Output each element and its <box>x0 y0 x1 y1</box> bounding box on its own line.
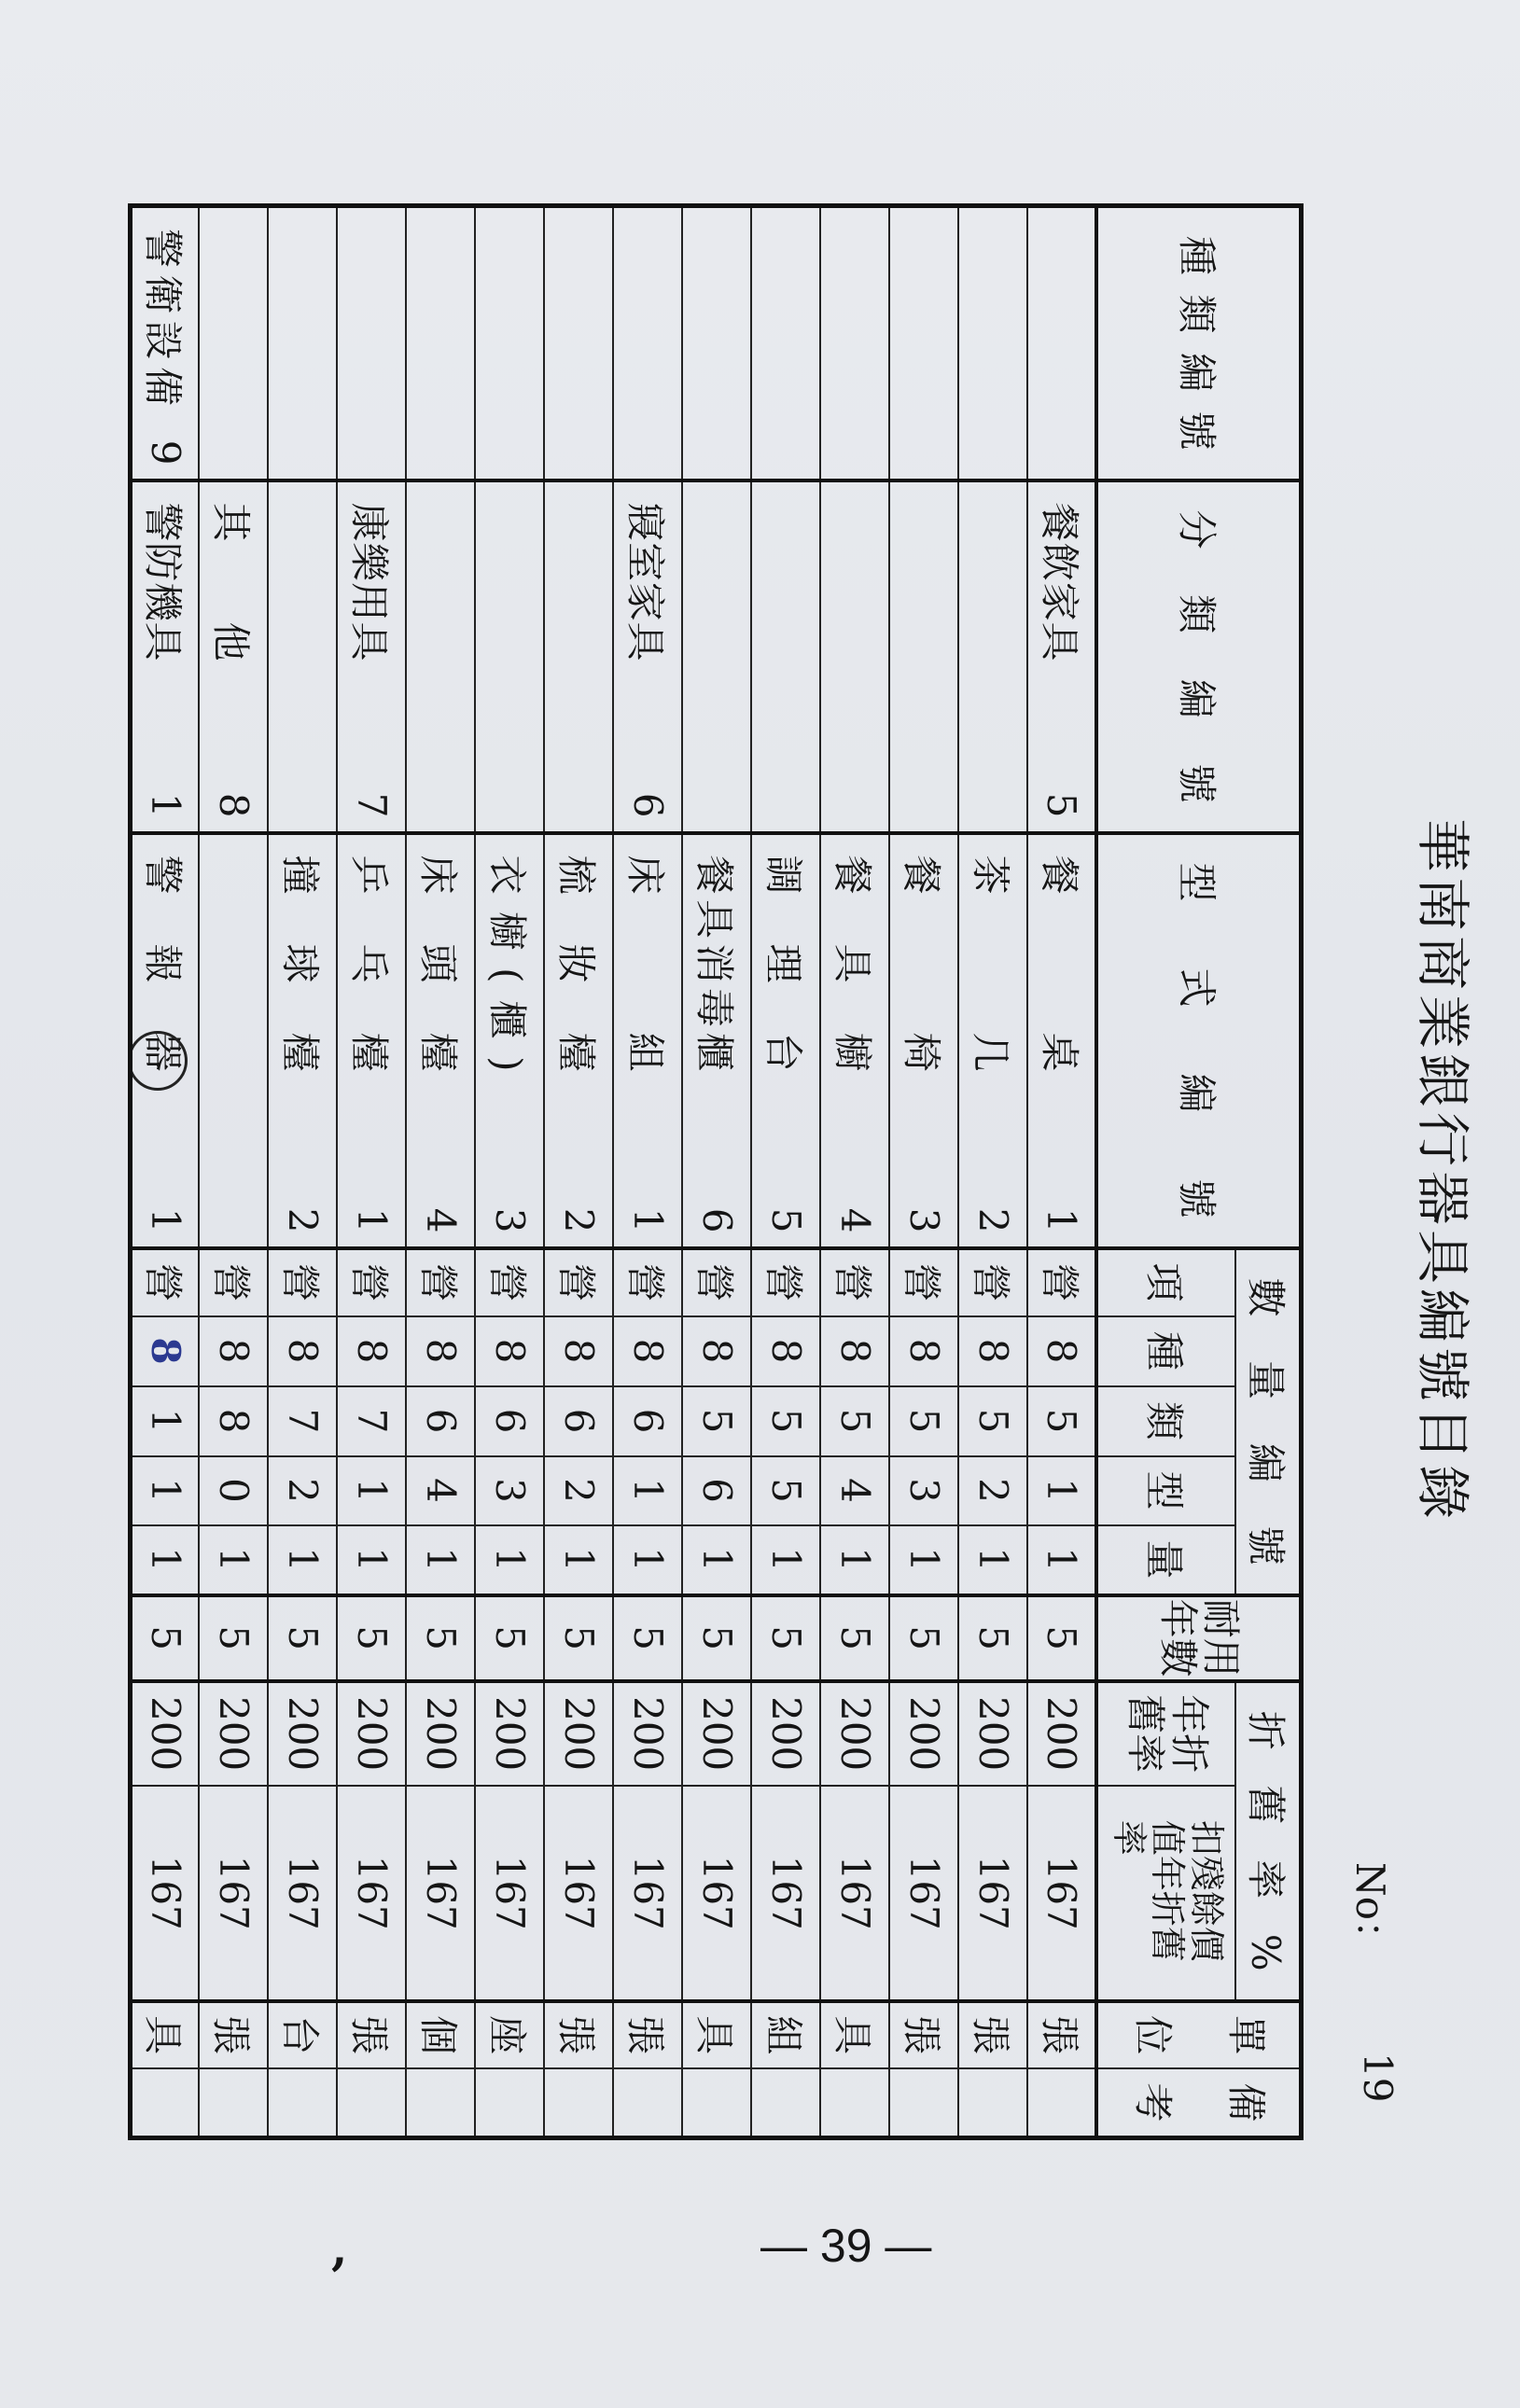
qty-item-cell: 營 <box>338 1248 407 1316</box>
type-cell <box>1028 833 1097 1248</box>
type-name: 乒 乓 檯 <box>346 855 393 1072</box>
type-code: 4 <box>832 1207 878 1233</box>
qty-cat-cell: 6 <box>545 1386 614 1456</box>
qty-item-cell: 營 <box>1028 1248 1097 1316</box>
depreciation-rate-cell: 200 <box>890 1681 959 1786</box>
remark-cell <box>269 2068 338 2138</box>
unit-cell: 張 <box>614 2001 683 2068</box>
remark-cell <box>821 2068 890 2138</box>
type-content <box>482 835 538 1246</box>
depreciation-rate-cell: 200 <box>959 1681 1028 1786</box>
header-type-no: 型 式 編 號 <box>1097 833 1302 1248</box>
type-name: 警 報 器 <box>140 855 187 1072</box>
kind-cell <box>545 206 614 480</box>
qty-cat-cell: 6 <box>614 1386 683 1456</box>
depreciation-rate-cell: 200 <box>821 1681 890 1786</box>
category-code: 6 <box>625 792 671 818</box>
net-depreciation-rate-cell: 167 <box>752 1786 821 2001</box>
life-years-cell: 5 <box>752 1595 821 1681</box>
qty-type-cell: 3 <box>476 1456 545 1525</box>
unit-cell: 張 <box>959 2001 1028 2068</box>
qty-type-cell: 3 <box>890 1456 959 1525</box>
kind-cell <box>1028 206 1097 480</box>
table-row <box>407 206 476 2138</box>
category-content <box>344 482 400 831</box>
type-code: 5 <box>763 1207 809 1233</box>
net-depreciation-rate-cell: 167 <box>476 1786 545 2001</box>
type-code: 6 <box>694 1207 740 1233</box>
table-row <box>269 206 338 2138</box>
qty-item-cell: 營 <box>683 1248 752 1316</box>
type-content <box>275 835 331 1246</box>
header-rate-net: 扣殘餘價值年折舊率 <box>1097 1786 1236 2001</box>
qty-cat-cell: 5 <box>752 1386 821 1456</box>
header-qty-type: 型 <box>1097 1456 1236 1525</box>
qty-count-cell: 1 <box>752 1525 821 1595</box>
table-row <box>200 206 269 2138</box>
type-name: 撞 球 檯 <box>277 855 324 1072</box>
type-cell <box>407 833 476 1248</box>
unit-cell: 具 <box>821 2001 890 2068</box>
type-cell <box>959 833 1028 1248</box>
remark-cell <box>752 2068 821 2138</box>
type-name: 餐 具 櫥 <box>830 855 876 1072</box>
category-code: 7 <box>349 792 395 818</box>
qty-count-cell: 1 <box>338 1525 407 1595</box>
type-content <box>551 835 607 1246</box>
category-code: 5 <box>1039 792 1085 818</box>
type-name: 餐 椅 <box>899 855 945 1072</box>
table-row <box>476 206 545 2138</box>
type-code: 1 <box>349 1207 395 1233</box>
qty-cat-cell: 7 <box>338 1386 407 1456</box>
life-years-cell: 5 <box>614 1595 683 1681</box>
type-code: 2 <box>556 1207 602 1233</box>
remark-cell <box>959 2068 1028 2138</box>
category-content <box>137 482 193 831</box>
qty-kind-cell: 8 <box>476 1316 545 1386</box>
category-name: 寢室家具 <box>622 502 669 661</box>
kind-cell <box>476 206 545 480</box>
type-name: 餐具消毒櫃 <box>691 855 738 1072</box>
qty-item-cell: 營 <box>407 1248 476 1316</box>
qty-type-cell: 1 <box>614 1456 683 1525</box>
kind-cell <box>614 206 683 480</box>
kind-cell <box>821 206 890 480</box>
type-name: 餐 桌 <box>1037 855 1082 1072</box>
category-cell <box>476 480 545 833</box>
net-depreciation-rate-cell: 167 <box>545 1786 614 2001</box>
life-years-cell: 5 <box>269 1595 338 1681</box>
kind-name: 警衛設備 <box>140 229 187 406</box>
qty-item-cell: 營 <box>752 1248 821 1316</box>
remark-cell <box>476 2068 545 2138</box>
category-name: 警防機具 <box>140 502 187 661</box>
unit-cell: 具 <box>683 2001 752 2068</box>
net-depreciation-rate-cell: 167 <box>131 1786 200 2001</box>
type-name: 調 理 台 <box>760 855 807 1072</box>
type-cell <box>821 833 890 1248</box>
qty-cat-cell: 5 <box>959 1386 1028 1456</box>
qty-type-cell: 5 <box>752 1456 821 1525</box>
type-cell <box>338 833 407 1248</box>
sheet-number-label: No： <box>1347 1862 1393 1960</box>
unit-cell: 張 <box>545 2001 614 2068</box>
net-depreciation-rate-cell: 167 <box>338 1786 407 2001</box>
depreciation-rate-cell: 200 <box>545 1681 614 1786</box>
category-cell <box>338 480 407 833</box>
type-name: 梳 妝 檯 <box>553 855 600 1072</box>
category-code: 1 <box>142 792 188 818</box>
qty-count-cell: 1 <box>959 1525 1028 1595</box>
type-name: 茶 几 <box>968 855 1014 1072</box>
qty-cat-cell: 6 <box>476 1386 545 1456</box>
type-content <box>897 835 953 1246</box>
qty-count-cell: 1 <box>407 1525 476 1595</box>
type-code: 1 <box>1039 1207 1085 1233</box>
qty-item-cell: 營 <box>131 1248 200 1316</box>
category-cell <box>890 480 959 833</box>
kind-cell <box>683 206 752 480</box>
kind-code: 9 <box>142 439 188 466</box>
kind-cell <box>959 206 1028 480</box>
net-depreciation-rate-cell: 167 <box>821 1786 890 2001</box>
type-content <box>966 835 1022 1246</box>
type-content <box>690 835 746 1246</box>
unit-cell: 具 <box>131 2001 200 2068</box>
qty-type-cell: 2 <box>269 1456 338 1525</box>
type-content <box>828 835 884 1246</box>
table-row <box>545 206 614 2138</box>
qty-cat-cell: 5 <box>890 1386 959 1456</box>
equipment-code-table <box>128 203 1304 2140</box>
type-code: 3 <box>901 1207 947 1233</box>
qty-type-cell: 2 <box>545 1456 614 1525</box>
header-life: 耐用年數 <box>1097 1595 1302 1681</box>
category-content <box>206 482 262 831</box>
unit-cell: 台 <box>269 2001 338 2068</box>
qty-item-cell: 營 <box>269 1248 338 1316</box>
category-cell <box>821 480 890 833</box>
kind-cell <box>752 206 821 480</box>
net-depreciation-rate-cell: 167 <box>890 1786 959 2001</box>
depreciation-rate-cell: 200 <box>338 1681 407 1786</box>
qty-count-cell: 1 <box>890 1525 959 1595</box>
life-years-cell: 5 <box>1028 1595 1097 1681</box>
qty-count-cell: 1 <box>545 1525 614 1595</box>
category-cell <box>200 480 269 833</box>
qty-kind-cell: 8 <box>890 1316 959 1386</box>
net-depreciation-rate-cell: 167 <box>614 1786 683 2001</box>
type-name: 床 頭 檯 <box>415 855 462 1072</box>
table-row <box>683 206 752 2138</box>
header-rate-year: 年折舊率 <box>1097 1681 1236 1786</box>
qty-item-cell: 營 <box>890 1248 959 1316</box>
qty-type-cell: 1 <box>1028 1456 1097 1525</box>
type-cell <box>683 833 752 1248</box>
type-content <box>344 835 400 1246</box>
unit-cell: 張 <box>1028 2001 1097 2068</box>
table-row <box>752 206 821 2138</box>
qty-kind-cell: 8 <box>338 1316 407 1386</box>
remark-cell <box>890 2068 959 2138</box>
header-qty-kind: 種 <box>1097 1316 1236 1386</box>
qty-item-cell: 營 <box>821 1248 890 1316</box>
qty-cat-cell: 5 <box>821 1386 890 1456</box>
type-content <box>1034 835 1090 1246</box>
category-cell <box>1028 480 1097 833</box>
qty-count-cell: 1 <box>683 1525 752 1595</box>
net-depreciation-rate-cell: 167 <box>959 1786 1028 2001</box>
life-years-cell: 5 <box>821 1595 890 1681</box>
kind-cell <box>338 206 407 480</box>
category-cell <box>131 480 200 833</box>
qty-kind-cell: 8 <box>614 1316 683 1386</box>
type-name: 床 組 <box>622 855 669 1072</box>
qty-item-cell: 營 <box>959 1248 1028 1316</box>
page-number: — 39 — <box>760 2220 932 2272</box>
depreciation-rate-cell: 200 <box>131 1681 200 1786</box>
category-cell <box>959 480 1028 833</box>
qty-cat-cell: 1 <box>131 1386 200 1456</box>
header-qty-item: 項 <box>1097 1248 1236 1316</box>
category-content <box>621 482 676 831</box>
qty-type-cell: 4 <box>407 1456 476 1525</box>
life-years-cell: 5 <box>545 1595 614 1681</box>
qty-cat-cell: 5 <box>683 1386 752 1456</box>
category-cell <box>407 480 476 833</box>
qty-kind-cell: 8 <box>821 1316 890 1386</box>
depreciation-rate-cell: 200 <box>476 1681 545 1786</box>
depreciation-rate-cell: 200 <box>752 1681 821 1786</box>
life-years-cell: 5 <box>338 1595 407 1681</box>
qty-item-cell: 營 <box>545 1248 614 1316</box>
category-code: 8 <box>211 792 257 818</box>
qty-type-cell: 6 <box>683 1456 752 1525</box>
type-content <box>759 835 815 1246</box>
net-depreciation-rate-cell: 167 <box>407 1786 476 2001</box>
qty-type-cell: 4 <box>821 1456 890 1525</box>
unit-cell: 張 <box>890 2001 959 2068</box>
type-cell <box>890 833 959 1248</box>
category-cell <box>683 480 752 833</box>
unit-cell: 張 <box>338 2001 407 2068</box>
type-code: 2 <box>970 1207 1016 1233</box>
type-code: 4 <box>418 1207 464 1233</box>
depreciation-rate-cell: 200 <box>200 1681 269 1786</box>
qty-count-cell: 1 <box>821 1525 890 1595</box>
qty-kind-cell: 8 <box>269 1316 338 1386</box>
type-code: 1 <box>625 1207 671 1233</box>
table-row <box>614 206 683 2138</box>
type-code: 3 <box>487 1207 533 1233</box>
kind-cell <box>131 206 200 480</box>
type-name: 衣櫥(櫃) <box>484 855 531 1072</box>
qty-type-cell: 1 <box>338 1456 407 1525</box>
remark-cell <box>131 2068 200 2138</box>
remark-cell <box>683 2068 752 2138</box>
header-row <box>1236 206 1302 2138</box>
type-cell <box>200 833 269 1248</box>
type-cell <box>752 833 821 1248</box>
depreciation-rate-cell: 200 <box>269 1681 338 1786</box>
qty-type-cell: 0 <box>200 1456 269 1525</box>
kind-cell <box>269 206 338 480</box>
type-content <box>137 835 193 1246</box>
depreciation-rate-cell: 200 <box>683 1681 752 1786</box>
qty-item-cell: 營 <box>476 1248 545 1316</box>
kind-content <box>137 208 193 479</box>
header-qty-no: 數 量 編 號 <box>1236 1248 1302 1595</box>
qty-kind-cell: 8 <box>545 1316 614 1386</box>
remark-cell <box>1028 2068 1097 2138</box>
qty-kind-cell: 8 <box>407 1316 476 1386</box>
header-rate: 折 舊 率 % <box>1236 1681 1302 2001</box>
remark-cell <box>545 2068 614 2138</box>
table-row <box>131 206 200 2138</box>
qty-kind-cell: 8 <box>683 1316 752 1386</box>
qty-count-cell: 1 <box>614 1525 683 1595</box>
category-cell <box>752 480 821 833</box>
type-cell <box>476 833 545 1248</box>
remark-cell <box>407 2068 476 2138</box>
kind-cell <box>200 206 269 480</box>
type-code: 2 <box>280 1207 326 1233</box>
qty-kind-cell: 8 <box>959 1316 1028 1386</box>
header-qty-cat: 類 <box>1097 1386 1236 1456</box>
header-cat-no: 分 類 編 號 <box>1097 480 1302 833</box>
qty-count-cell: 1 <box>1028 1525 1097 1595</box>
depreciation-rate-cell: 200 <box>614 1681 683 1786</box>
qty-cat-cell: 5 <box>1028 1386 1097 1456</box>
ink-circle-mark <box>131 1031 188 1091</box>
remark-cell <box>338 2068 407 2138</box>
kind-cell <box>890 206 959 480</box>
qty-count-cell: 1 <box>476 1525 545 1595</box>
qty-item-cell: 營 <box>200 1248 269 1316</box>
qty-kind-cell: 8 <box>1028 1316 1097 1386</box>
qty-kind-cell: 8 <box>200 1316 269 1386</box>
header-kind-no: 種 類 編 號 <box>1097 206 1302 480</box>
net-depreciation-rate-cell: 167 <box>200 1786 269 2001</box>
type-content <box>621 835 676 1246</box>
qty-cat-cell: 7 <box>269 1386 338 1456</box>
depreciation-rate-cell: 200 <box>407 1681 476 1786</box>
table-row <box>959 206 1028 2138</box>
category-cell <box>269 480 338 833</box>
unit-cell: 張 <box>200 2001 269 2068</box>
page-title: 華南商業銀行器具編號目錄 <box>1411 818 1474 1524</box>
life-years-cell: 5 <box>959 1595 1028 1681</box>
category-name: 餐飲家具 <box>1037 502 1082 661</box>
net-depreciation-rate-cell: 167 <box>269 1786 338 2001</box>
qty-type-cell: 1 <box>131 1456 200 1525</box>
category-content <box>1034 482 1090 831</box>
category-cell <box>614 480 683 833</box>
life-years-cell: 5 <box>890 1595 959 1681</box>
depreciation-rate-cell: 200 <box>1028 1681 1097 1786</box>
qty-kind-cell: 8 <box>752 1316 821 1386</box>
qty-kind-cell: 8 <box>131 1316 200 1386</box>
unit-cell: 個 <box>407 2001 476 2068</box>
type-cell <box>131 833 200 1248</box>
sheet-number-value: 19 <box>1355 2053 1401 2103</box>
type-cell <box>545 833 614 1248</box>
header-qty-qty: 量 <box>1097 1525 1236 1595</box>
qty-count-cell: 1 <box>131 1525 200 1595</box>
life-years-cell: 5 <box>131 1595 200 1681</box>
table-row <box>1028 206 1097 2138</box>
life-years-cell: 5 <box>476 1595 545 1681</box>
category-cell <box>545 480 614 833</box>
type-cell <box>614 833 683 1248</box>
kind-cell <box>407 206 476 480</box>
type-code: 1 <box>142 1207 188 1233</box>
stray-mark: , <box>331 2220 348 2276</box>
table-row <box>338 206 407 2138</box>
category-name: 康樂用具 <box>346 502 393 661</box>
type-content <box>413 835 469 1246</box>
qty-count-cell: 1 <box>200 1525 269 1595</box>
table-row <box>821 206 890 2138</box>
net-depreciation-rate-cell: 167 <box>1028 1786 1097 2001</box>
table-row <box>890 206 959 2138</box>
header-remark: 備 考 <box>1097 2068 1302 2138</box>
life-years-cell: 5 <box>200 1595 269 1681</box>
remark-cell <box>614 2068 683 2138</box>
qty-cat-cell: 6 <box>407 1386 476 1456</box>
category-name: 其 他 <box>208 502 255 661</box>
life-years-cell: 5 <box>683 1595 752 1681</box>
type-cell <box>269 833 338 1248</box>
remark-cell <box>200 2068 269 2138</box>
unit-cell: 組 <box>752 2001 821 2068</box>
header-unit: 單 位 <box>1097 2001 1302 2068</box>
net-depreciation-rate-cell: 167 <box>683 1786 752 2001</box>
life-years-cell: 5 <box>407 1595 476 1681</box>
qty-item-cell: 營 <box>614 1248 683 1316</box>
unit-cell: 座 <box>476 2001 545 2068</box>
qty-type-cell: 2 <box>959 1456 1028 1525</box>
qty-count-cell: 1 <box>269 1525 338 1595</box>
qty-cat-cell: 8 <box>200 1386 269 1456</box>
